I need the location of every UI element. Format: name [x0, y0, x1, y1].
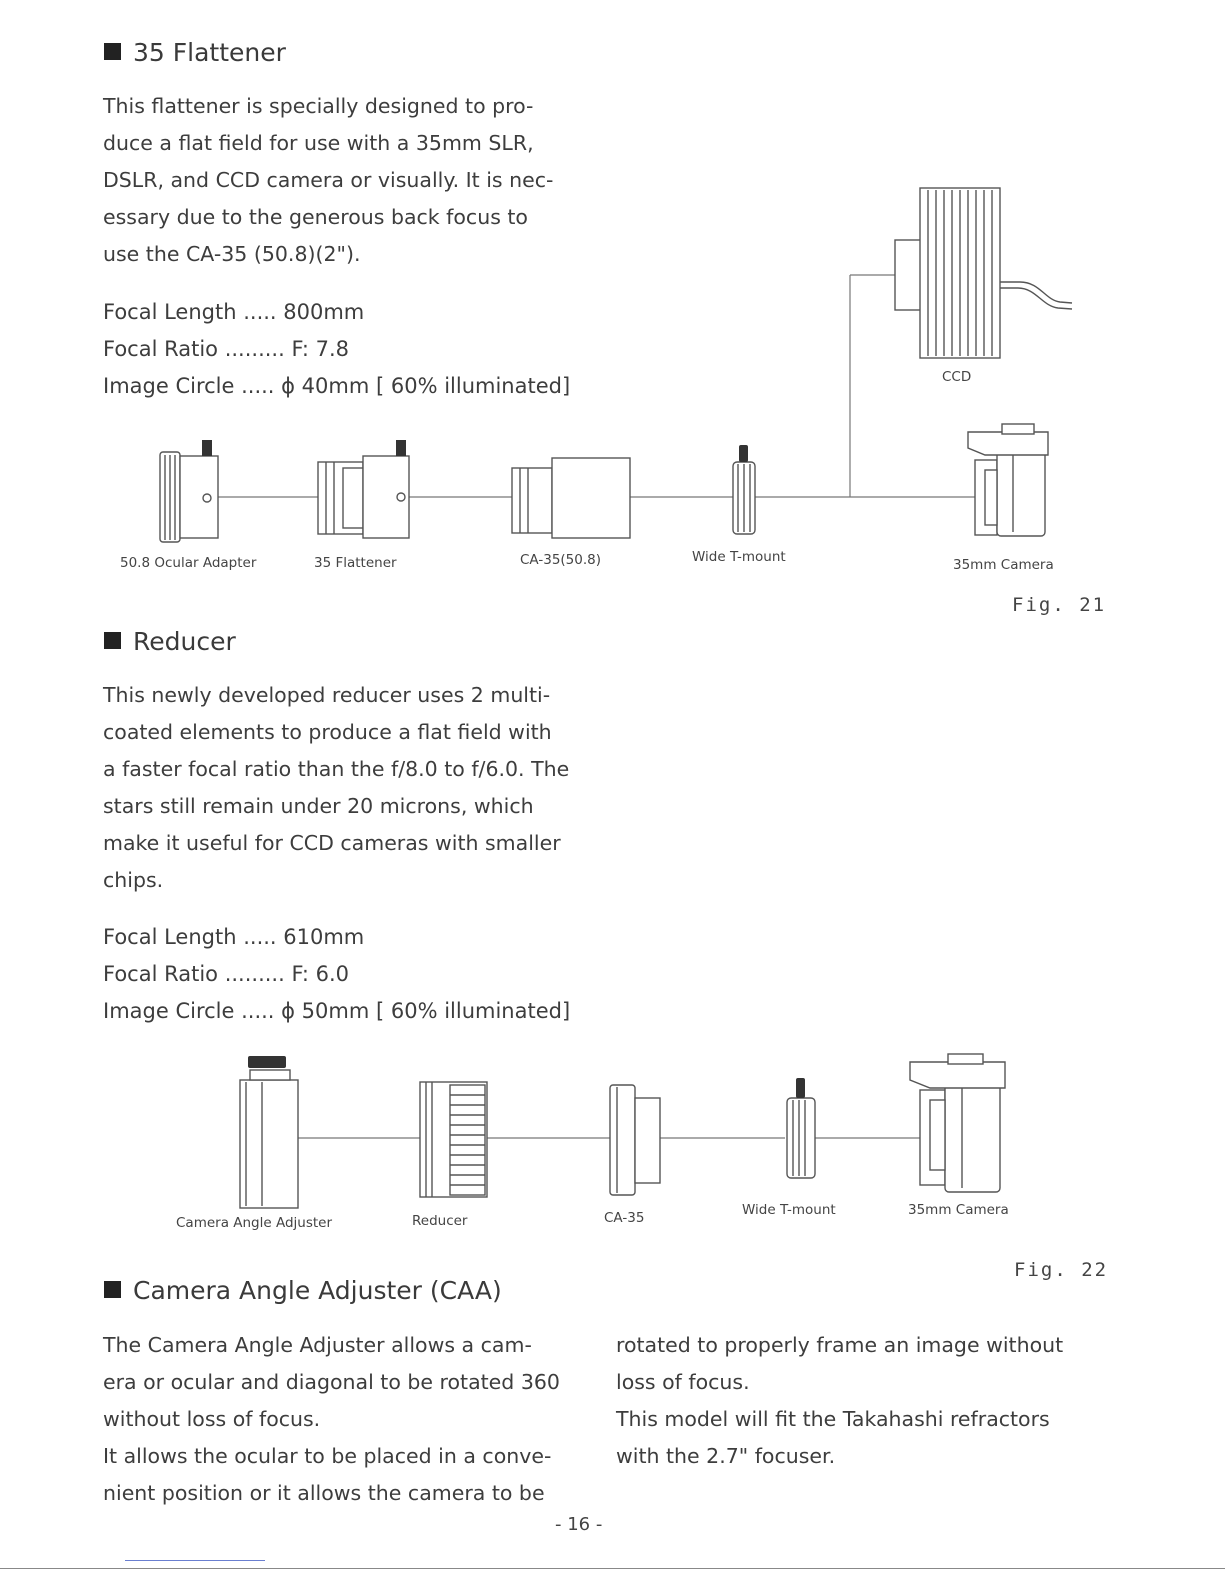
- caa-heading-text: Camera Angle Adjuster (CAA): [133, 1276, 502, 1305]
- page-number: - 16 -: [555, 1514, 603, 1535]
- label-ocular-adapter: 50.8 Ocular Adapter: [120, 555, 257, 571]
- reducer-heading-text: Reducer: [133, 627, 236, 656]
- label-ca35: CA-35(50.8): [520, 552, 602, 568]
- text-line: DSLR, and CCD camera or visually. It is nec-: [103, 168, 554, 192]
- ca35-drawing-2: [610, 1085, 660, 1195]
- text-line: nient position or it allows the camera to be: [103, 1481, 545, 1505]
- text-line: essary due to the generous back focus to: [103, 205, 528, 229]
- page-edge-mark: [125, 1560, 265, 1561]
- text-line: loss of focus.: [616, 1370, 750, 1394]
- spec-image-circle: Image Circle ..... ϕ 50mm [ 60% illuminated]: [103, 999, 571, 1023]
- text-line: This model will fit the Takahashi refractors: [616, 1407, 1050, 1431]
- bullet-square-icon: [104, 1281, 121, 1298]
- figure-21-label: Fig. 21: [1012, 594, 1107, 616]
- camera-drawing-2: [910, 1054, 1005, 1192]
- text-line: This flattener is specially designed to pro-: [103, 94, 534, 118]
- label-ca35-2: CA-35: [604, 1210, 645, 1226]
- text-line: a faster focal ratio than the f/8.0 to f/6.0. The: [103, 757, 570, 781]
- spec-focal-length: Focal Length ..... 610mm: [103, 925, 365, 949]
- text-line: with the 2.7" focuser.: [616, 1444, 836, 1468]
- text-line: It allows the ocular to be placed in a conve-: [103, 1444, 552, 1468]
- figure-22-label: Fig. 22: [1014, 1259, 1109, 1281]
- label-caa: Camera Angle Adjuster: [176, 1215, 333, 1231]
- text-line: stars still remain under 20 microns, which: [103, 794, 534, 818]
- caa-paragraph-left: [103, 1327, 560, 1512]
- spec-focal-length: Focal Length ..... 800mm: [103, 300, 365, 324]
- text-line: The Camera Angle Adjuster allows a cam-: [103, 1333, 532, 1357]
- label-ccd: CCD: [942, 369, 972, 385]
- text-line: use the CA-35 (50.8)(2").: [103, 242, 361, 266]
- label-t-mount-2: Wide T-mount: [742, 1202, 836, 1218]
- bottom-rule: [0, 1568, 1225, 1569]
- label-t-mount: Wide T-mount: [692, 549, 786, 565]
- flattener-heading-text: 35 Flattener: [133, 38, 286, 67]
- text-line: duce a flat field for use with a 35mm SLR,: [103, 131, 534, 155]
- spec-focal-ratio: Focal Ratio ......... F: 6.0: [103, 962, 350, 986]
- text-line: without loss of focus.: [103, 1407, 321, 1431]
- t-mount-drawing-2: [787, 1078, 815, 1178]
- text-line: chips.: [103, 868, 164, 892]
- text-line: coated elements to produce a flat field with: [103, 720, 552, 744]
- label-camera-2: 35mm Camera: [908, 1202, 1009, 1218]
- text-line: rotated to properly frame an image without: [616, 1333, 1064, 1357]
- text-line: era or ocular and diagonal to be rotated 360: [103, 1370, 560, 1394]
- reducer-drawing: [420, 1082, 487, 1197]
- label-reducer: Reducer: [412, 1213, 468, 1229]
- spec-focal-ratio: Focal Ratio ......... F: 7.8: [103, 337, 350, 361]
- text-line: This newly developed reducer uses 2 multi-: [103, 683, 551, 707]
- text-line: make it useful for CCD cameras with smaller: [103, 831, 561, 855]
- caa-drawing: [240, 1056, 298, 1208]
- label-flattener: 35 Flattener: [314, 555, 397, 571]
- spec-image-circle: Image Circle ..... ϕ 40mm [ 60% illuminated]: [103, 374, 571, 398]
- label-camera: 35mm Camera: [953, 557, 1054, 573]
- caa-paragraph-right: [616, 1327, 1063, 1475]
- caa-heading: [104, 1276, 502, 1305]
